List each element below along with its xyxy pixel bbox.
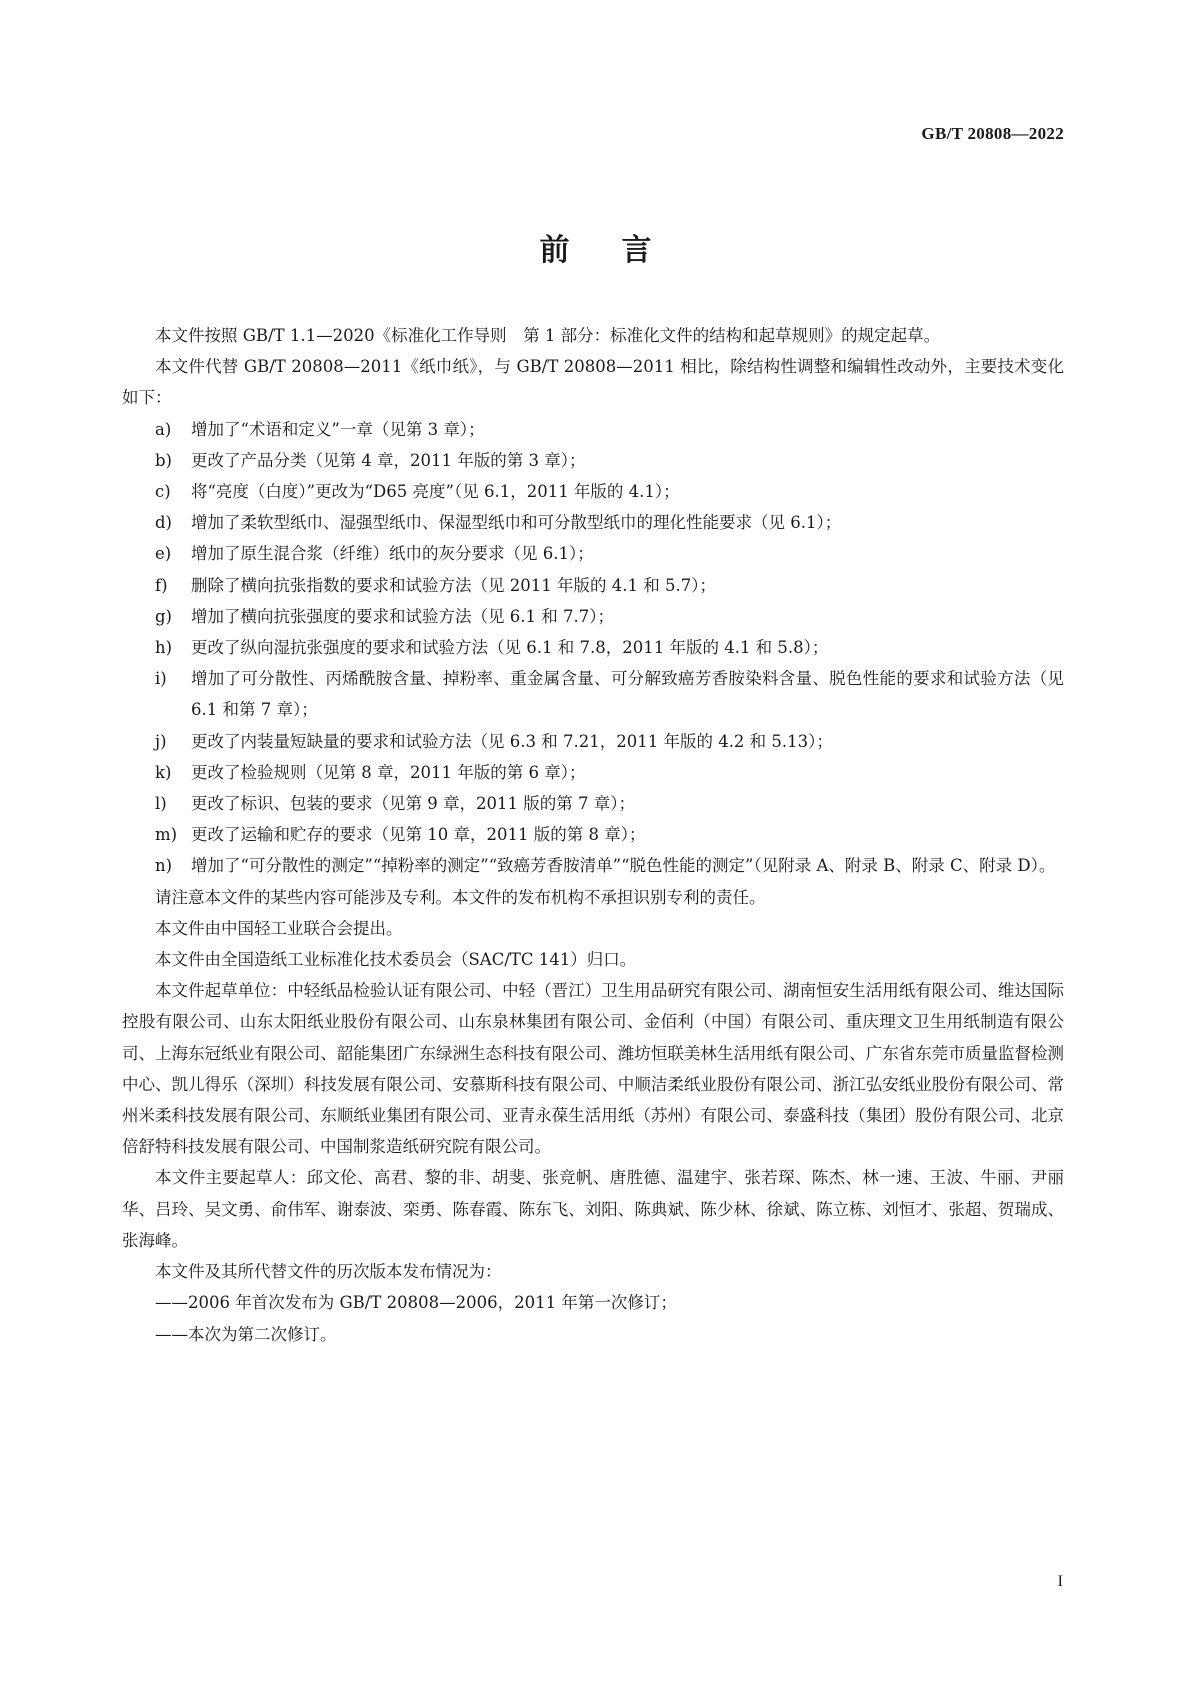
list-marker: n) [155,856,173,876]
list-item [122,632,1064,663]
page-title [0,225,1191,269]
list-marker: c) [155,482,171,502]
history-item: ——本次为第二次修订。 [155,1324,337,1344]
centralized-statement: 本文件由全国造纸工业标准化技术委员会（SAC/TC 141）归口。 [155,950,637,970]
list-item-text: 增加了柔软型纸巾、湿强型纸巾、保湿型纸巾和可分散型纸巾的理化性能要求（见 6.1）； [191,513,842,533]
list-item [122,757,1064,788]
main-drafters: 本文件主要起草人：邱文伦、高君、黎的非、胡斐、张竞帆、唐胜德、温建宇、张若琛、陈杰、林一速、王波、牛丽、尹丽华、吕玲、吴文勇、俞伟军、谢泰波、栾勇、陈春霞、陈东飞、刘阳、陈典斌、陈少林、徐斌、陈立栋、刘恒才、张超、贺瑞成、张海峰。 [122,1168,1064,1250]
list-marker: f) [155,575,168,595]
document-code: GB/T 20808—2022 [921,124,1064,143]
list-item-text: 增加了原生混合浆（纤维）纸巾的灰分要求（见 6.1）； [191,544,594,564]
list-item [122,819,1064,850]
list-marker: i) [155,669,167,689]
list-item [122,663,1064,725]
list-marker: a) [155,419,172,439]
page-number: I [1057,1573,1063,1590]
list-marker: j) [155,731,167,751]
list-marker: l) [155,794,167,814]
list-item-text: 增加了“可分散性的测定”“掉粉率的测定”“致癌芳香胺清单”“脱色性能的测定”（见附录 A、附录 B、附录 C、附录 D）。 [191,856,1056,876]
foreword-body [122,320,1064,1350]
list-item-text: 更改了运输和贮存的要求（见第 10 章，2011 版的第 8 章）； [191,825,646,845]
list-item-text: 删除了横向抗张指数的要求和试验方法（见 2011 年版的 4.1 和 5.7）； [191,575,716,595]
list-item-text: 将“亮度（白度）”更改为“D65 亮度”（见 6.1，2011 年版的 4.1）； [191,482,680,502]
list-item-text: 增加了可分散性、丙烯酰胺含量、掉粉率、重金属含量、可分解致癌芳香胺染料含量、脱色性能的要求和试验方法（见 6.1 和第 7 章）； [191,669,1064,720]
list-item [122,726,1064,757]
list-item-text: 更改了标识、包装的要求（见第 9 章，2011 版的第 7 章）； [191,794,635,814]
list-marker: d) [155,513,172,533]
list-item-text: 增加了“术语和定义”一章（见第 3 章）； [191,419,485,439]
list-item-text: 更改了产品分类（见第 4 章，2011 年版的第 3 章）； [191,450,586,470]
list-marker: e) [155,544,172,564]
history-item: ——2006 年首次发布为 GB/T 20808—2006，2011 年第一次修订； [155,1293,677,1313]
list-item [122,507,1064,538]
title-char-2: 言 [621,233,652,268]
patent-notice: 请注意本文件的某些内容可能涉及专利。本文件的发布机构不承担识别专利的责任。 [155,887,766,907]
history-intro: 本文件及其所代替文件的历次版本发布情况为： [155,1262,502,1282]
list-item-text: 增加了横向抗张强度的要求和试验方法（见 6.1 和 7.7）； [191,606,614,626]
drafting-units: 本文件起草单位：中轻纸品检验认证有限公司、中轻（晋江）卫生用品研究有限公司、湖南恒安生活用纸有限公司、维达国际控股有限公司、山东太阳纸业股份有限公司、山东泉林集团有限公司、金佰利（中国）有限公司、重庆理文卫生用纸制造有限公司、上海东冠纸业有限公司、韶能集团广东绿洲生态科技有限公司、潍坊恒联美林生活用纸有限公司、广东省东莞市质量监督检测中心、凯儿得乐（深圳）科技发展有限公司、安慕斯科技有限公司、中顺洁柔纸业股份有限公司、浙江弘安纸业股份有限公司、常州米柔科技发展有限公司、东顺纸业集团有限公司、亚青永葆生活用纸（苏州）有限公司、泰盛科技（集团）股份有限公司、北京倍舒特科技发展有限公司、中国制浆造纸研究院有限公司。 [122,981,1064,1157]
list-marker: g) [155,606,172,626]
list-item [122,850,1064,881]
proposer-statement: 本文件由中国轻工业联合会提出。 [155,918,403,938]
list-item [122,570,1064,601]
list-item [122,538,1064,569]
intro-paragraph-1: 本文件按照 GB/T 1.1—2020《标准化工作导则 第 1 部分：标准化文件的结构和起草规则》的规定起草。 [155,326,941,345]
list-item-text: 更改了检验规则（见第 8 章，2011 年版的第 6 章）； [191,762,586,782]
list-item-text: 更改了内装量短缺量的要求和试验方法（见 6.3 和 7.21，2011 年版的 4.2 和 5.13）； [191,731,833,751]
list-marker: b) [155,450,172,470]
title-char-1: 前 [539,233,570,268]
list-item [122,445,1064,476]
intro-paragraph-2: 本文件代替 GB/T 20808—2011《纸巾纸》，与 GB/T 20808—2011 相比，除结构性调整和编辑性改动外，主要技术变化如下： [122,357,1064,408]
list-marker: h) [155,638,173,658]
list-marker: k) [155,762,172,782]
list-item-text: 更改了纵向湿抗张强度的要求和试验方法（见 6.1 和 7.8，2011 年版的 4.1 和 5.8）； [191,638,829,658]
technical-changes-list [122,414,1064,882]
list-item [122,476,1064,507]
list-item [122,788,1064,819]
list-item [122,414,1064,445]
list-marker: m) [155,825,178,845]
list-item [122,601,1064,632]
